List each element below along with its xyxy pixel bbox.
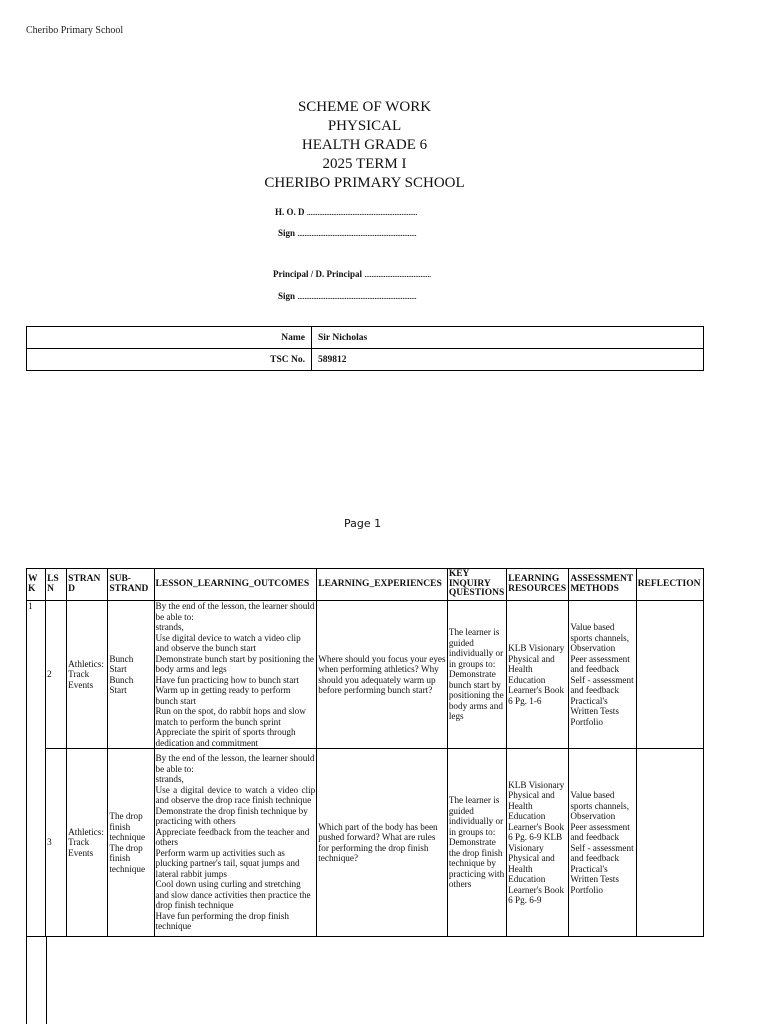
col-header-experiences: LEARNING_EXPERIENCES	[317, 569, 448, 601]
hod-label: H. O. D	[275, 207, 305, 217]
outcome-line: Demonstrate the drop finish technique by practicing with others	[155, 805, 308, 827]
col-header-substrand: SUB-STRAND	[108, 569, 154, 601]
strand-cell: Athletics: Track Events	[67, 749, 108, 937]
assessment-cell	[569, 749, 636, 937]
table-row	[27, 749, 704, 937]
table-row	[27, 601, 704, 749]
outcome-line: Appreciate feedback from the teacher and others	[155, 826, 310, 848]
substrand-cell: Bunch Start Bunch Start	[108, 601, 154, 749]
teacher-info-table	[26, 326, 704, 371]
outcome-line: Use digital device to watch a video clip and observe the bunch start	[155, 632, 301, 653]
document-title	[0, 98, 729, 193]
outcome-line: Run on the spot, do rabbit hops and slow match to perform the bunch sprint	[155, 706, 306, 727]
col-header-assessment: ASSESSMENT METHODS	[569, 569, 636, 601]
assessment-line: Value based sports channels,	[570, 622, 630, 643]
name-label: Name	[27, 327, 312, 349]
hod-signature-line	[275, 207, 417, 217]
outcome-line: Perform warm up activities such as plucking partner's tail, squat jumps and lateral rabbit jumps	[155, 847, 300, 879]
title-line: 2025 TERM I	[322, 156, 407, 172]
principal-dots: ......................................	[364, 269, 431, 279]
tsc-value: 589812	[312, 349, 704, 371]
assessment-line: Value based sports channels,	[570, 790, 630, 811]
name-value: Sir Nicholas	[312, 327, 704, 349]
assessment-line: Practical's	[570, 863, 608, 874]
page-number: Page 1	[344, 517, 382, 530]
col-header-strand: STRAND	[67, 569, 108, 601]
questions-cell: Where should you focus your eyes when performing athletics? Why should you adequately warm up before performing bunch start?	[317, 601, 448, 749]
assessment-line: Written Tests	[570, 706, 619, 716]
table-continuation-border	[46, 937, 47, 1024]
sign-label: Sign	[278, 228, 296, 238]
assessment-cell	[569, 601, 636, 749]
outcomes-cell	[154, 601, 317, 749]
assessment-line: Portfolio	[570, 884, 604, 895]
assessment-line: Practical's	[570, 695, 608, 706]
header-school-name: Cheribo Primary School	[26, 25, 124, 36]
scheme-of-work-table	[26, 568, 704, 937]
questions-cell: Which part of the body has been pushed forward? What are rules for performing the drop finish technique?	[317, 749, 448, 937]
outcome-line: By the end of the lesson, the learner should be able to:	[155, 601, 315, 622]
assessment-line: Self - assessment and feedback	[570, 674, 634, 695]
assessment-line: Portfolio	[570, 716, 604, 727]
col-header-resources: LEARNING RESOURCES	[507, 569, 569, 601]
outcome-line: Have fun practicing how to bunch start	[155, 674, 299, 685]
assessment-line: Observation	[570, 643, 616, 653]
outcome-line: Demonstrate bunch start by positioning the body arms and legs	[155, 653, 314, 674]
col-header-wk: WK	[27, 569, 46, 601]
outcome-line: Have fun performing the drop finish technique	[155, 910, 289, 932]
col-header-outcomes: LESSON_LEARNING_OUTCOMES	[154, 569, 317, 601]
experiences-cell: The learner is guided individually or in groups to: Demonstrate the drop finish technique by practicing with others	[447, 749, 506, 937]
sign-dots: ....................................................................	[297, 291, 417, 301]
hod-dots: ...............................................................	[306, 207, 418, 217]
experiences-cell: The learner is guided individually or in groups to: Demonstrate bunch start by positioning the body arms and legs	[447, 601, 506, 749]
outcome-line: strands,	[155, 622, 184, 632]
outcome-line: strands,	[155, 774, 184, 785]
week-cell: 1	[27, 601, 46, 937]
sign-label: Sign	[278, 291, 296, 301]
assessment-line: Written Tests	[570, 874, 619, 884]
outcomes-cell	[154, 749, 317, 937]
outcome-line: Use a digital device to watch a video clip and observe the drop race finish technique	[155, 784, 316, 806]
tsc-label: TSC No.	[27, 349, 312, 371]
resources-cell: KLB Visionary Physical and Health Education Learner's Book 6 Pg. 6-9 KLB Visionary Physical and Health Education Learner's Book 6 Pg. 6-9	[507, 749, 569, 937]
name-row	[27, 327, 704, 349]
lsn-cell: 2	[46, 601, 67, 749]
col-header-reflection: REFLECTION	[636, 569, 703, 601]
title-line: SCHEME OF WORK	[297, 99, 432, 115]
col-header-lsn: LSN	[46, 569, 67, 601]
principal-signature-line	[273, 269, 431, 279]
reflection-cell	[636, 601, 703, 749]
assessment-line: Self - assessment and feedback	[570, 842, 634, 863]
outcome-line: By the end of the lesson, the learner should be able to:	[155, 753, 315, 774]
principal-label: Principal / D. Principal	[273, 269, 362, 279]
strand-cell: Athletics: Track Events	[67, 601, 108, 749]
sign-dots: ....................................................................	[297, 228, 417, 238]
assessment-line: Observation	[570, 811, 616, 821]
outcome-line: Warm up in getting ready to perform bunch start	[155, 685, 291, 706]
assessment-line: Peer assessment and feedback	[570, 821, 630, 842]
reflection-cell	[636, 749, 703, 937]
title-line: CHERIBO PRIMARY SCHOOL	[264, 175, 465, 191]
assessment-line: Peer assessment and feedback	[570, 653, 630, 674]
table-header-row	[27, 569, 704, 601]
substrand-cell: The drop finish technique The drop finish technique	[108, 749, 154, 937]
hod-sign-line	[278, 228, 416, 238]
table-continuation-border	[26, 937, 27, 1024]
title-line: HEALTH GRADE 6	[301, 137, 428, 153]
title-line: PHYSICAL	[327, 118, 402, 134]
resources-cell: KLB Visionary Physical and Health Education Learner's Book 6 Pg. 1-6	[507, 601, 569, 749]
principal-sign-line	[278, 291, 416, 301]
lsn-cell: 3	[46, 749, 67, 937]
tsc-row	[27, 349, 704, 371]
col-header-questions: KEY INQUIRY QUESTIONS	[447, 569, 506, 601]
outcome-line: Appreciate the spirit of sports through dedication and commitment	[155, 727, 296, 748]
outcome-line: Cool down using curling and stretching and slow dance activities then practice the drop finish technique	[155, 879, 311, 911]
